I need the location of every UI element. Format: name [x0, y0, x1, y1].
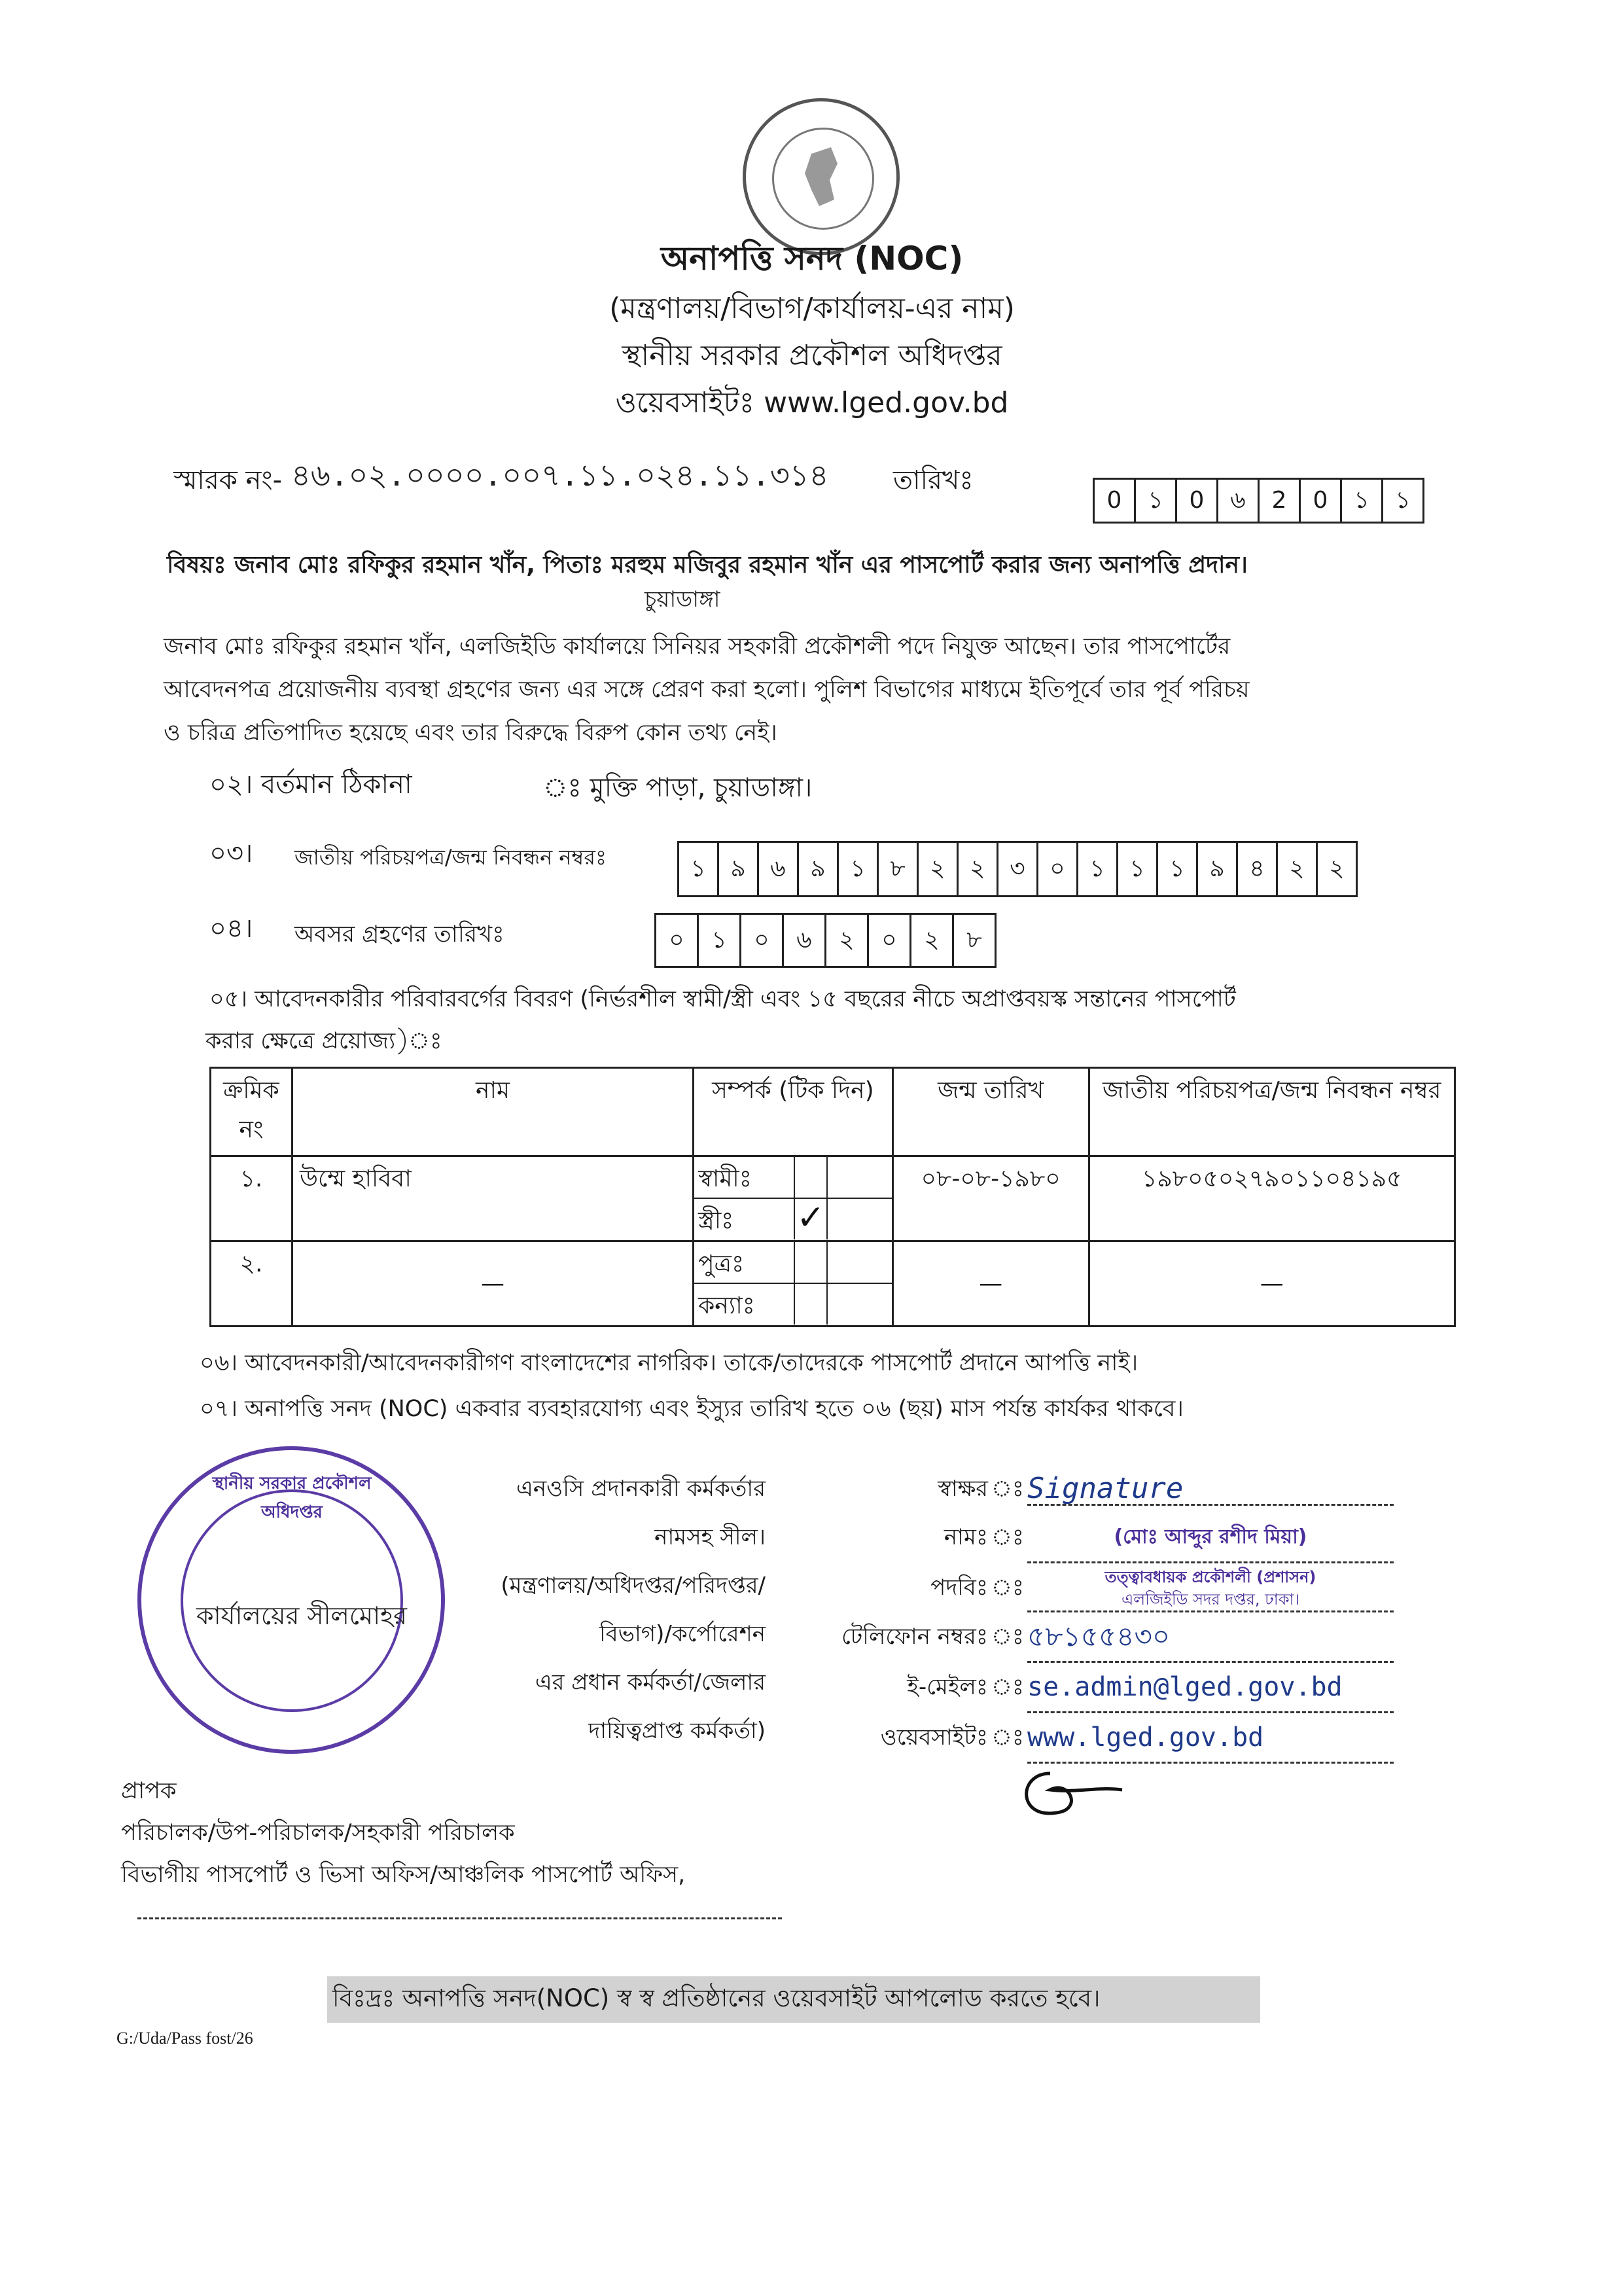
- retirement-digit: ০: [741, 915, 784, 966]
- row-nid: —: [1089, 1241, 1455, 1326]
- issuer-description: [393, 1465, 766, 1755]
- memo-label: স্মারক নং-: [173, 465, 283, 495]
- nid-digit: ২: [1278, 843, 1318, 895]
- field-email: ই-মেইলঃ ঃ se.admin@lged.gov.bd: [785, 1663, 1505, 1713]
- family-details-intro: [205, 978, 1479, 1062]
- retirement-digit: ২: [826, 915, 869, 966]
- col-relation: সম্পর্ক (টিক দিন): [694, 1068, 893, 1156]
- body-paragraph: [164, 625, 1479, 755]
- stamp-text: স্থানীয় সরকার প্রকৌশল অধিদপ্তর: [212, 1474, 372, 1522]
- row-name: উম্মে হাবিবা: [292, 1156, 693, 1241]
- relation-label: স্ত্রীঃ: [698, 1207, 734, 1234]
- table-row: [211, 1241, 1455, 1326]
- row-relation: [694, 1241, 893, 1326]
- retirement-digit: ০: [869, 915, 911, 966]
- validity-statement: ০৭। অনাপত্তি সনদ (NOC) একবার ব্যবহারযোগ্য এবং ইস্যুর তারিখ হতে ০৬ (ছয়) মাস পর্যন্ত কার্যকর থাকবে।: [200, 1396, 1184, 1422]
- designation-title: তত্ত্বাবধায়ক প্রকৌশলী (প্রশাসন): [1104, 1568, 1316, 1586]
- date-label: তারিখঃ: [893, 465, 974, 495]
- row-dob: ০৮-০৮-১৯৮০: [892, 1156, 1089, 1241]
- field-label: নামঃ: [944, 1524, 988, 1550]
- recipient-line: পরিচালক/উপ-পরিচালক/সহকারী পরিচালক: [121, 1820, 515, 1846]
- relation-label: স্বামীঃ: [698, 1165, 752, 1192]
- nid-item-number: ০৩।: [209, 838, 253, 868]
- nid-digit: ৯: [799, 843, 839, 895]
- nid-digit: ২: [1329, 855, 1345, 882]
- issuer-line: দায়িত্বপ্রাপ্ত কর্মকর্তা): [588, 1718, 766, 1744]
- tick-cell: [794, 1284, 828, 1325]
- date-digit: 0: [1095, 480, 1136, 522]
- nid-boxes: [677, 841, 1358, 897]
- date-digit: ১: [1136, 480, 1177, 522]
- field-label: ওয়েবসাইটঃ: [880, 1724, 988, 1751]
- date-digit: ১: [1342, 480, 1383, 522]
- table-header-row: [211, 1068, 1455, 1156]
- nid-digit: ৮: [879, 843, 919, 895]
- retirement-digit: ২: [911, 915, 954, 966]
- nid-digit: ১: [679, 843, 719, 895]
- signature-fields: [785, 1465, 1505, 1764]
- field-value: (মোঃ আব্দুর রশীদ মিয়া): [1027, 1513, 1394, 1563]
- table-row: [211, 1156, 1455, 1241]
- retirement-label: অবসর গ্রহণের তারিখঃ: [294, 921, 504, 948]
- nid-digit: ১: [1118, 843, 1158, 895]
- designation-office: এলজিইডি সদর দপ্তর, ঢাকা।: [1121, 1590, 1300, 1609]
- field-value: se.admin@lged.gov.bd: [1027, 1663, 1394, 1713]
- col-nid: জাতীয় পরিচয়পত্র/জন্ম নিবন্ধন নম্বর: [1089, 1068, 1455, 1156]
- handwritten-insert: চুয়াডাঙ্গা: [644, 586, 720, 613]
- retirement-date-boxes: [654, 913, 997, 968]
- retirement-digit: ০: [656, 915, 699, 966]
- retirement-digit: ৬: [784, 915, 826, 966]
- ministry-line: (মন্ত্রণালয়/বিভাগ/কার্যালয়-এর নাম): [609, 292, 1015, 325]
- row-name: —: [292, 1241, 693, 1326]
- nid-digit: ৯: [719, 843, 759, 895]
- retirement-digit: ৮: [966, 927, 982, 953]
- field-signature: স্বাক্ষর ঃ Signature: [785, 1465, 1505, 1513]
- recipient-block: [121, 1770, 685, 1896]
- nid-digit: ১: [839, 843, 879, 895]
- recipient-line: বিভাগীয় পাসপোর্ট ও ভিসা অফিস/আঞ্চলিক পাসপোর্ট অফিস,: [121, 1862, 686, 1888]
- date-digit: ১: [1395, 487, 1411, 514]
- field-value: www.lged.gov.bd: [1027, 1713, 1394, 1764]
- nid-digit: ৩: [998, 843, 1038, 895]
- nid-digit: ২: [919, 843, 959, 895]
- relation-label: পুত্রঃ: [698, 1251, 745, 1277]
- date-digit: ৬: [1218, 480, 1260, 522]
- date-boxes: [1093, 478, 1424, 524]
- citizenship-statement: ০৬। আবেদনকারী/আবেদনকারীগণ বাংলাদেশের নাগরিক। তাকে/তাদেরকে পাসপোর্ট প্রদানে আপত্তি নাই।: [200, 1350, 1139, 1376]
- field-telephone: টেলিফোন নম্বরঃ ঃ ৫৮১৫৫৪৩০: [785, 1612, 1505, 1663]
- row-nid: ১৯৮০৫০২৭৯০১১০৪১৯৫: [1089, 1156, 1455, 1241]
- nid-digit: ২: [959, 843, 998, 895]
- col-name: নাম: [292, 1068, 693, 1156]
- intro-line: ০৫। আবেদনকারীর পরিবারবর্গের বিবরণ (নির্ভরশীল স্বামী/স্ত্রী এবং ১৫ বছরের নীচে অপ্রাপ্তবয়স্ক সন্তানের পাসপোর্ট: [209, 986, 1236, 1012]
- file-reference: G:/Uda/Pass fost/26: [116, 2029, 253, 2048]
- subject-line: বিষয়ঃ জনাব মোঃ রফিকুর রহমান খাঁন, পিতাঃ মরহুম মজিবুর রহমান খাঁন এর পাসপোর্ট করার জন্য অনাপত্তি প্রদান।: [167, 552, 1248, 578]
- row-dob: —: [892, 1241, 1089, 1326]
- field-label: পদবিঃ: [930, 1574, 988, 1601]
- body-line: ও চরিত্র প্রতিপাদিত হয়েছে এবং তার বিরুদ্ধে বিরুপ কোন তথ্য নেই।: [164, 720, 777, 746]
- issuer-line: বিভাগ)/কর্পোরেশন: [599, 1621, 766, 1647]
- retirement-digit: ১: [699, 915, 741, 966]
- date-digit: 0: [1301, 480, 1342, 522]
- field-value: [1027, 1563, 1394, 1612]
- col-dob: জন্ম তারিখ: [892, 1068, 1089, 1156]
- nid-digit: ১: [1078, 843, 1118, 895]
- field-name: নামঃ ঃ (মোঃ আব্দুর রশীদ মিয়া): [785, 1513, 1505, 1563]
- issuer-line: (মন্ত্রণালয়/অধিদপ্তর/পরিদপ্তর/: [501, 1573, 766, 1599]
- issuer-line: এর প্রধান কর্মকর্তা/জেলার: [535, 1669, 766, 1696]
- government-emblem: [743, 98, 900, 255]
- nid-digit: ৪: [1238, 843, 1278, 895]
- address-label: ০২। বর্তমান ঠিকানা: [209, 770, 412, 800]
- recipient-address-line: [137, 1917, 782, 1919]
- field-designation: পদবিঃ ঃ তত্ত্বাবধায়ক প্রকৌশলী (প্রশাসন) এলজিইডি সদর দপ্তর, ঢাকা।: [785, 1563, 1505, 1612]
- date-digit: 2: [1260, 480, 1301, 522]
- issuer-line: নামসহ সীল।: [654, 1524, 766, 1550]
- page-title: অনাপত্তি সনদ (NOC): [660, 240, 964, 277]
- nid-digit: ৯: [1198, 843, 1238, 895]
- date-digit: 0: [1177, 480, 1218, 522]
- field-value: ৫৮১৫৫৪৩০: [1027, 1612, 1394, 1663]
- family-table: [209, 1067, 1456, 1327]
- website-line: ওয়েবসাইটঃ www.lged.gov.bd: [615, 386, 1009, 419]
- col-serial: ক্রমিক নং: [211, 1068, 292, 1156]
- relation-label: কন্যাঃ: [698, 1292, 755, 1319]
- body-line: আবেদনপত্র প্রয়োজনীয় ব্যবস্থা গ্রহণের জন্য এর সঙ্গে প্রেরণ করা হলো। পুলিশ বিভাগের মাধ্যমে ইতিপূর্বে তার পূর্ব পরিচয়: [164, 677, 1250, 703]
- field-website: ওয়েবসাইটঃ ঃ www.lged.gov.bd: [785, 1713, 1505, 1764]
- field-label: ই-মেইলঃ: [907, 1674, 988, 1700]
- initials-signature-icon: [1011, 1754, 1142, 1826]
- row-relation: [694, 1156, 893, 1241]
- bangladesh-map-icon: [746, 101, 896, 252]
- nid-digit: ৬: [759, 843, 799, 895]
- tick-mark-icon: ✓: [794, 1199, 828, 1239]
- issuer-line: এনওসি প্রদানকারী কর্মকর্তার: [516, 1476, 766, 1502]
- department-line: স্থানীয় সরকার প্রকৌশল অধিদপ্তর: [622, 339, 1002, 372]
- nid-digit: ০: [1038, 843, 1078, 895]
- field-label: টেলিফোন নম্বরঃ: [841, 1624, 988, 1650]
- memo-number: ৪৬.০২.০০০০.০০৭.১১.০২৪.১১.৩১৪: [291, 457, 829, 493]
- row-serial: ২.: [211, 1241, 292, 1326]
- nid-digit: ১: [1158, 843, 1198, 895]
- field-label: স্বাক্ষর: [938, 1476, 988, 1502]
- row-serial: ১.: [211, 1156, 292, 1241]
- office-seal-label: কার্যালয়ের সীলমোহর: [196, 1601, 408, 1630]
- nid-label: জাতীয় পরিচয়পত্র/জন্ম নিবন্ধন নম্বরঃ: [294, 845, 607, 870]
- intro-line: করার ক্ষেত্রে প্রয়োজ্য)ঃ: [205, 1028, 442, 1054]
- retirement-item-number: ০৪।: [209, 914, 253, 944]
- address-value: ঃ মুক্তি পাড়া, চুয়াডাঙ্গা।: [543, 773, 813, 803]
- signature-scribble: Signature: [1027, 1465, 1394, 1506]
- footer-note: বিঃদ্রঃ অনাপত্তি সনদ(NOC) স্ব স্ব প্রতিষ্ঠানের ওয়েবসাইট আপলোড করতে হবে।: [327, 1976, 1260, 2023]
- body-line: জনাব মোঃ রফিকুর রহমান খাঁন, এলজিইডি কার্যালয়ে সিনিয়র সহকারী প্রকৌশলী পদে নিযুক্ত আছেন। তার পাসপোর্টের: [164, 633, 1231, 660]
- recipient-title: প্রাপক: [121, 1778, 177, 1804]
